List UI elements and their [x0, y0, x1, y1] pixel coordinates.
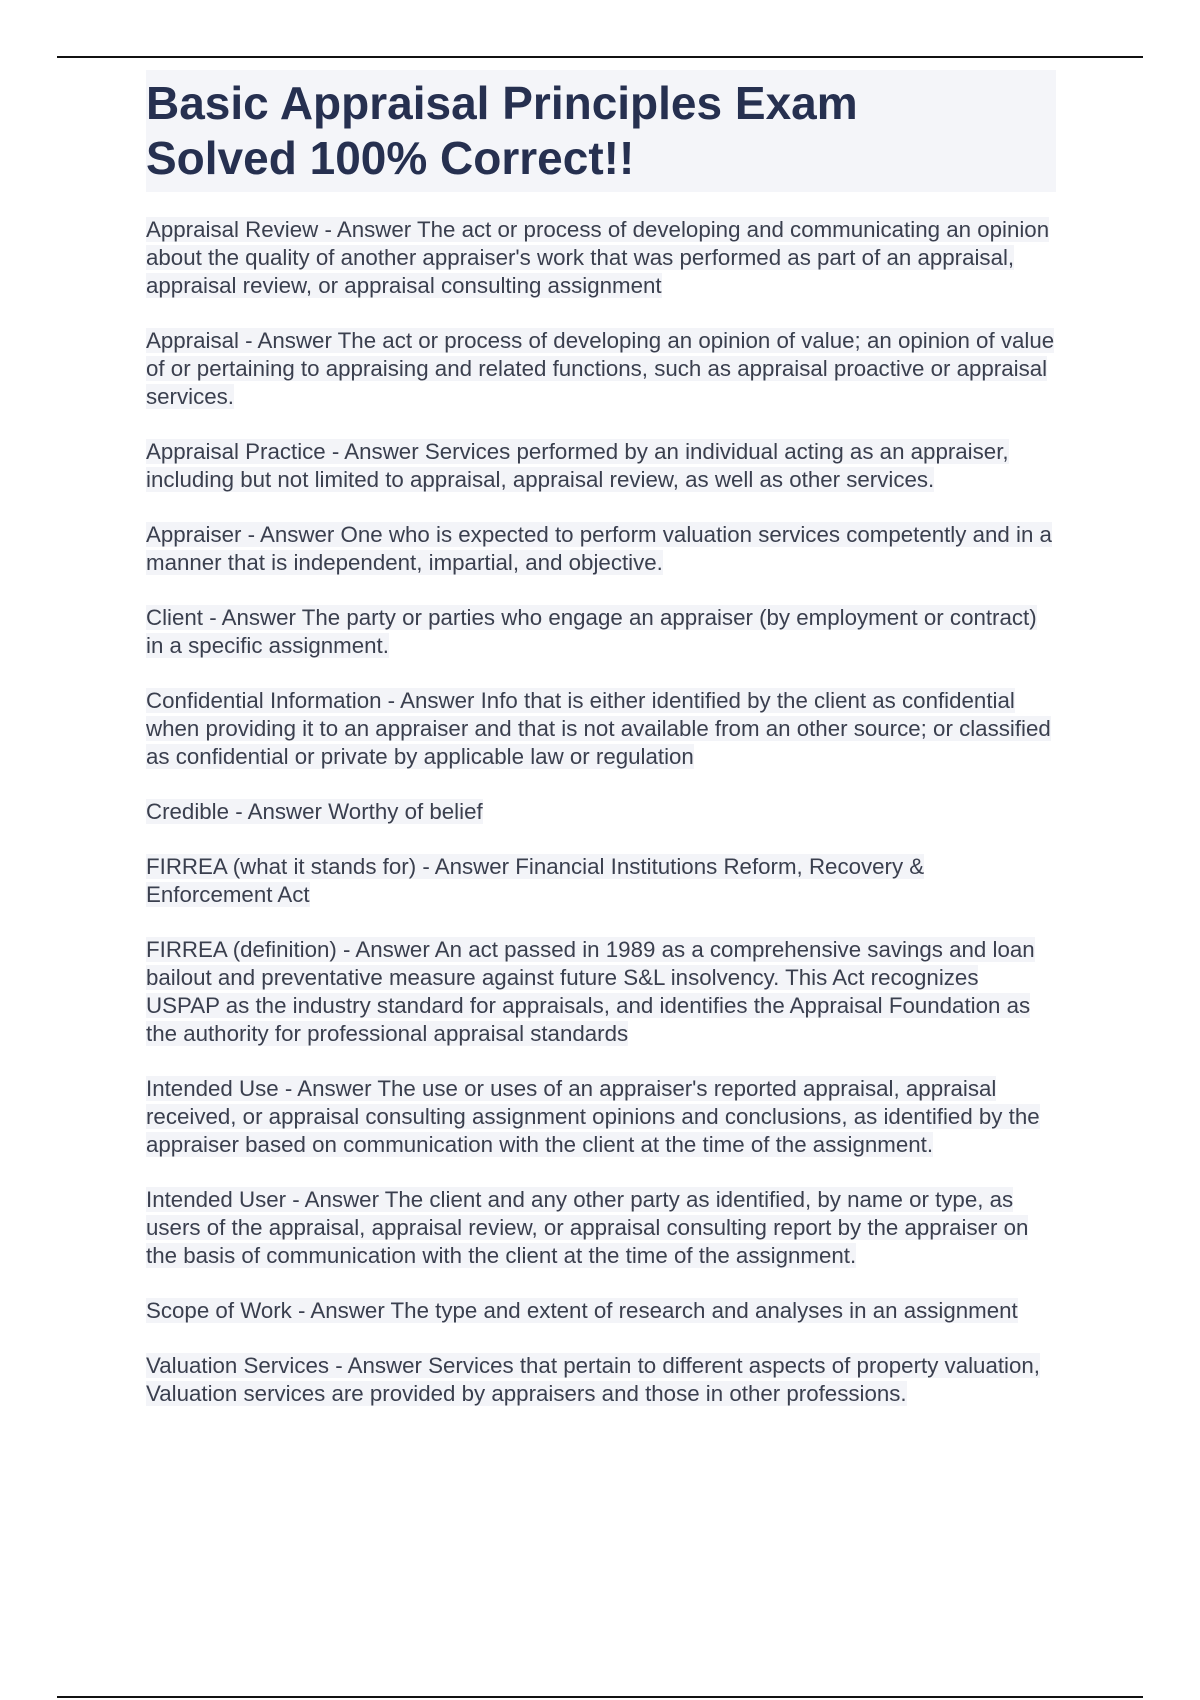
entry-valuation-services: Valuation Services - Answer Services that pertain to different aspects of property valuation, Valuation services are provided by appraisers and those in other professions.: [146, 1353, 1040, 1406]
entry-firrea-definition: FIRREA (definition) - Answer An act passed in 1989 as a comprehensive savings and loan bailout and preventative measure against future S&L insolvency. This Act recognizes USPAP as the industry standard for appraisals, and identifies the Appraisal Foundation as the authority for professional appraisal standards: [146, 937, 1035, 1046]
entry-confidential-information: Confidential Information - Answer Info that is either identified by the client as confidential when providing it to an appraiser and that is not available from an other source; or classified as confidential or private by applicable law or regulation: [146, 688, 1051, 769]
entry-client: Client - Answer The party or parties who engage an appraiser (by employment or contract) in a specific assignment.: [146, 605, 1037, 658]
entry-appraisal-review: Appraisal Review - Answer The act or process of developing and communicating an opinion about the quality of another appraiser's work that was performed as part of an appraisal, appraisal review, or appraisal consulting assignment: [146, 217, 1050, 298]
entry-intended-use: Intended Use - Answer The use or uses of an appraiser's reported appraisal, appraisal received, or appraisal consulting assignment opinions and conclusions, as identified by the appraiser based on communication with the client at the time of the assignment.: [146, 1076, 1040, 1157]
title-block: [146, 70, 1056, 192]
entry-credible: Credible - Answer Worthy of belief: [146, 799, 483, 824]
title-line-1: Basic Appraisal Principles Exam: [146, 77, 858, 129]
entry-scope-of-work: Scope of Work - Answer The type and extent of research and analyses in an assignment: [146, 1298, 1018, 1323]
document-body: [146, 70, 1056, 1435]
top-rule: [57, 56, 1143, 58]
title-line-2: Solved 100% Correct!!: [146, 132, 635, 184]
entry-appraiser: Appraiser - Answer One who is expected to perform valuation services competently and in a manner that is independent, impartial, and objective.: [146, 522, 1052, 575]
entry-appraisal-practice: Appraisal Practice - Answer Services performed by an individual acting as an appraiser, including but not limited to appraisal, appraisal review, as well as other services.: [146, 439, 1009, 492]
bottom-rule: [57, 1696, 1143, 1698]
entry-firrea-stands-for: FIRREA (what it stands for) - Answer Financial Institutions Reform, Recovery & Enforcement Act: [146, 854, 925, 907]
entry-appraisal: Appraisal - Answer The act or process of developing an opinion of value; an opinion of value of or pertaining to appraising and related functions, such as appraisal proactive or appraisal services.: [146, 328, 1055, 409]
entry-intended-user: Intended User - Answer The client and any other party as identified, by name or type, as users of the appraisal, appraisal review, or appraisal consulting report by the appraiser on the basis of communication with the client at the time of the assignment.: [146, 1187, 1029, 1268]
page-title: [146, 76, 1056, 186]
